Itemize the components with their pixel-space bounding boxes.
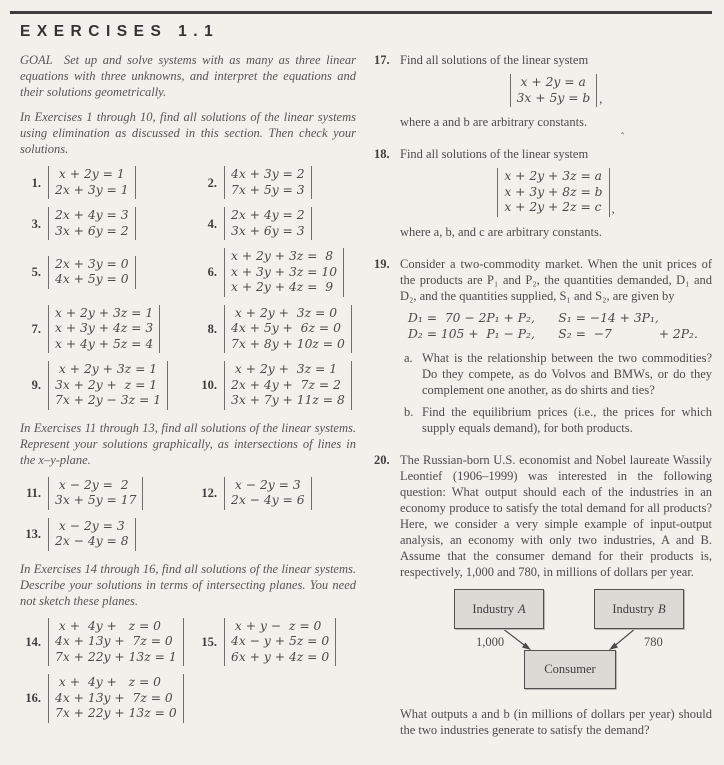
exercise-number: 6. — [207, 265, 217, 280]
equation-line: 2x − 4y = 6 — [231, 493, 305, 507]
consumer-label: Consumer — [544, 662, 596, 676]
equation-line: 3x + 5y = b — [516, 90, 591, 105]
problem-footnote: where a, b, and c are arbitrary constants. — [400, 224, 602, 239]
problem-18 — [374, 146, 712, 246]
system-row — [400, 168, 712, 217]
equation-line: x + 2y + 4z = 9 — [231, 280, 334, 294]
equation-system — [48, 166, 136, 199]
supply-demand-equations — [408, 310, 712, 342]
equation-line: 4x + 5y + 6z = 0 — [231, 321, 341, 335]
equation-system — [48, 618, 184, 667]
system-suffix: , — [599, 92, 603, 106]
equation-line: 7x + 22y + 13z = 1 — [55, 649, 177, 664]
equation-line: 3x + 6y = 3 — [231, 223, 305, 238]
exercise-13 — [20, 518, 196, 551]
equation-line: x + 2y + 3z = 1 — [55, 362, 158, 376]
exercise-8 — [196, 305, 356, 354]
two-column-layout — [20, 20, 712, 754]
problem-17 — [374, 52, 712, 136]
equation-system — [224, 305, 352, 354]
equation-line: x + 4y + 5z = 4 — [55, 336, 154, 351]
industry-b-variable: B — [658, 601, 666, 616]
equation-line: 4x + 5y = 0 — [55, 272, 129, 287]
equation-line: 4x + 3y = 2 — [231, 167, 305, 181]
intro-exercises-11-13: In Exercises 11 through 13, find all solutions of the linear systems. Represent your solutions graphically, as intersections of lines in the x–y-plane. — [20, 420, 356, 467]
equation-system — [497, 168, 609, 217]
exercise-15 — [196, 618, 356, 667]
equation-line: x − 2y = 2 — [55, 477, 129, 492]
problem-question: What outputs a and b (in millions of dollars per year) should the two industries generate to satisfy the demand? — [400, 706, 712, 737]
problem-number: 19. — [374, 256, 390, 271]
exercise-number: 2. — [207, 175, 217, 190]
exercise-2 — [196, 166, 356, 199]
equation-system — [224, 361, 352, 410]
industry-b-box — [594, 589, 684, 629]
equation-line: x + 2y + 3z = 1 — [55, 305, 154, 320]
equation-system — [48, 361, 168, 410]
equation-line: x + 4y + z = 0 — [55, 675, 162, 689]
equation-line: x + 3y + 3z = 10 — [231, 264, 338, 279]
exercise-7 — [20, 305, 196, 354]
problem-body — [400, 452, 712, 744]
problem-number: 20. — [374, 452, 390, 467]
equation-line: x + y − z = 0 — [231, 618, 322, 633]
equation-line: x + 2y + 3z = 0 — [231, 305, 338, 320]
equation-system — [224, 166, 312, 199]
problem-body — [400, 146, 712, 246]
equation-line: D₁ = 70 − 2P₁ + P₂, S₁ = −14 + 3P₁, — [408, 310, 659, 325]
exercise-5 — [20, 248, 196, 297]
equation-line: x + 2y = 1 — [55, 167, 125, 181]
exercise-16 — [20, 674, 196, 723]
equation-line: 7x + 5y = 3 — [231, 182, 305, 197]
problem-number: 18. — [374, 147, 390, 161]
left-column — [20, 20, 356, 754]
equation-line: 3x + 2y + z = 1 — [55, 377, 158, 392]
equation-line: 2x + 4y = 2 — [231, 208, 305, 222]
goal-text: Set up and solve systems with as many as three linear equations with three unknowns, and interpret the equations and their solutions geometrically. — [20, 53, 356, 99]
exercise-number: 16. — [25, 691, 41, 706]
exercise-grid-1-10 — [20, 166, 356, 410]
input-output-diagram — [400, 586, 724, 698]
equation-system — [48, 207, 136, 240]
equation-line: x + 4y + z = 0 — [55, 618, 162, 633]
equation-system — [48, 674, 184, 723]
exercise-14 — [20, 618, 196, 667]
flow-value-a: 1,000 — [476, 634, 505, 649]
equation-line: x + 2y + 2z = c — [504, 200, 602, 214]
exercise-number: 11. — [26, 486, 41, 500]
problem-body — [400, 52, 712, 136]
goal-label: GOAL — [20, 53, 53, 67]
problem-text: Find all solutions of the linear system — [400, 53, 589, 67]
subitem-a — [404, 350, 712, 398]
equation-line: 3x + 5y = 17 — [55, 493, 137, 507]
equation-line: 2x + 3y = 1 — [55, 182, 129, 197]
equation-system — [510, 74, 598, 107]
exercise-number: 3. — [31, 216, 41, 231]
goal-paragraph — [20, 52, 356, 100]
exercise-number: 12. — [201, 486, 217, 500]
flow-value-b: 780 — [644, 634, 663, 649]
exercise-number: 1. — [31, 175, 41, 190]
system-suffix: , — [611, 201, 615, 216]
subitem-text: What is the relationship between the two commodities? Do they compete, as do Volvos and BMWs, or do they complement one another, as do shirts and ties? — [422, 350, 712, 397]
consumer-box — [524, 650, 616, 689]
equation-system — [48, 256, 136, 289]
equation-line: 4x − y + 5z = 0 — [231, 634, 330, 648]
industry-b-label: Industry — [612, 601, 655, 616]
exercise-number: 14. — [25, 634, 41, 649]
exercise-number: 7. — [31, 321, 41, 336]
intro-exercises-1-10: In Exercises 1 through 10, find all solutions of the linear systems using elimination as discussed in this section. Then check your solutions. — [20, 110, 356, 156]
equation-line: 7x + 2y − 3z = 1 — [55, 393, 162, 407]
equation-line: x + 2y + 3z = 1 — [231, 362, 338, 376]
equation-line: 7x + 8y + 10z = 0 — [231, 336, 345, 351]
equation-system — [48, 305, 160, 354]
equation-line: 2x − 4y = 8 — [55, 534, 129, 548]
equation-line: x − 2y = 3 — [55, 518, 125, 533]
industry-a-box — [454, 589, 544, 629]
equation-line: 6x + y + 4z = 0 — [231, 649, 330, 664]
exercise-number: 15. — [201, 634, 217, 649]
section-divider-rule — [10, 11, 712, 14]
equation-line: 4x + 13y + 7z = 0 — [55, 690, 173, 705]
exercise-10 — [196, 361, 356, 410]
equation-line: 2x + 4y = 3 — [55, 208, 129, 222]
problem-text: Consider a two-commodity market. When the unit prices of the products are P₁ and P₂, the quantities demanded, D₁ and D₂, and the quantities supplied, S₁ and S₂, are given by — [400, 256, 712, 303]
equation-line: x + 3y + 8z = b — [504, 184, 603, 199]
industry-a-variable: A — [518, 601, 526, 616]
subitem-b — [404, 404, 712, 436]
exercise-12 — [196, 477, 356, 510]
exercise-grid-14-16 — [20, 618, 356, 723]
problem-text: Find all solutions of the linear system — [400, 147, 589, 161]
equation-line: 2x + 4y + 7z = 2 — [231, 377, 341, 392]
industry-a-label: Industry — [472, 601, 515, 616]
subitem-label: b. — [404, 404, 414, 419]
equation-system — [224, 207, 312, 240]
equation-line: 3x + 7y + 11z = 8 — [231, 393, 345, 407]
equation-system — [48, 477, 143, 510]
exercise-4 — [196, 207, 356, 240]
exercise-number: 9. — [31, 378, 41, 393]
problem-text: The Russian-born U.S. economist and Nobel laureate Wassily Leontief (1906–1999) was interested in the following question: What output should each of the industries in an economy produce to satisfy the total demand for all products? Here, we consider a very simple example of input-output analysis, an economy with only two industries, A and B. Assume that the consumer demand for their products is, respectively, 1,000 and 780, in millions of dollars per year. — [400, 452, 712, 579]
equation-line: 4x + 13y + 7z = 0 — [55, 634, 173, 648]
exercise-number: 5. — [31, 265, 41, 280]
pencil-mark: ‸ — [620, 123, 628, 136]
exercise-number: 13. — [25, 527, 41, 541]
problem-19 — [374, 256, 712, 442]
problem-number: 17. — [374, 53, 390, 67]
exercise-number: 8. — [207, 321, 217, 336]
equation-line: x + 2y + 3z = a — [504, 169, 603, 183]
equation-line: 3x + 6y = 2 — [55, 223, 129, 238]
equation-line: x + 2y = a — [516, 75, 586, 89]
exercise-3 — [20, 207, 196, 240]
subitem-text: Find the equilibrium prices (i.e., the prices for which supply equals demand), for both products. — [422, 404, 712, 435]
exercise-number: 10. — [201, 378, 217, 393]
exercise-1 — [20, 166, 196, 199]
section-title: EXERCISES 1.1 — [20, 23, 220, 40]
exercise-number: 4. — [207, 216, 217, 231]
equation-line: x + 2y + 3z = 8 — [231, 249, 334, 263]
equation-system — [48, 518, 136, 551]
equation-system — [224, 477, 312, 510]
exercise-grid-11-13 — [20, 477, 356, 551]
equation-line: x + 3y + 4z = 3 — [55, 321, 154, 335]
subitem-label: a. — [404, 350, 413, 365]
equation-line: 2x + 3y = 0 — [55, 256, 129, 271]
equation-system — [224, 618, 336, 667]
problem-body — [400, 256, 712, 442]
exercise-11 — [20, 477, 196, 510]
equation-line: 7x + 22y + 13z = 0 — [55, 706, 177, 720]
problem-20 — [374, 452, 712, 744]
problem-footnote: where a and b are arbitrary constants. — [400, 115, 588, 129]
equation-line: D₂ = 105 + P₁ − P₂, S₂ = −7 + 2P₂. — [408, 326, 698, 341]
right-column — [374, 20, 712, 754]
arrow-a-head-icon — [522, 642, 531, 650]
system-row — [400, 74, 712, 107]
equation-line: x − 2y = 3 — [231, 477, 301, 492]
equation-system — [224, 248, 344, 297]
exercise-6 — [196, 248, 356, 297]
intro-exercises-14-16: In Exercises 14 through 16, find all solutions of the linear systems. Describe your solutions in terms of intersecting planes. You need not sketch these planes. — [20, 561, 356, 608]
exercise-9 — [20, 361, 196, 410]
